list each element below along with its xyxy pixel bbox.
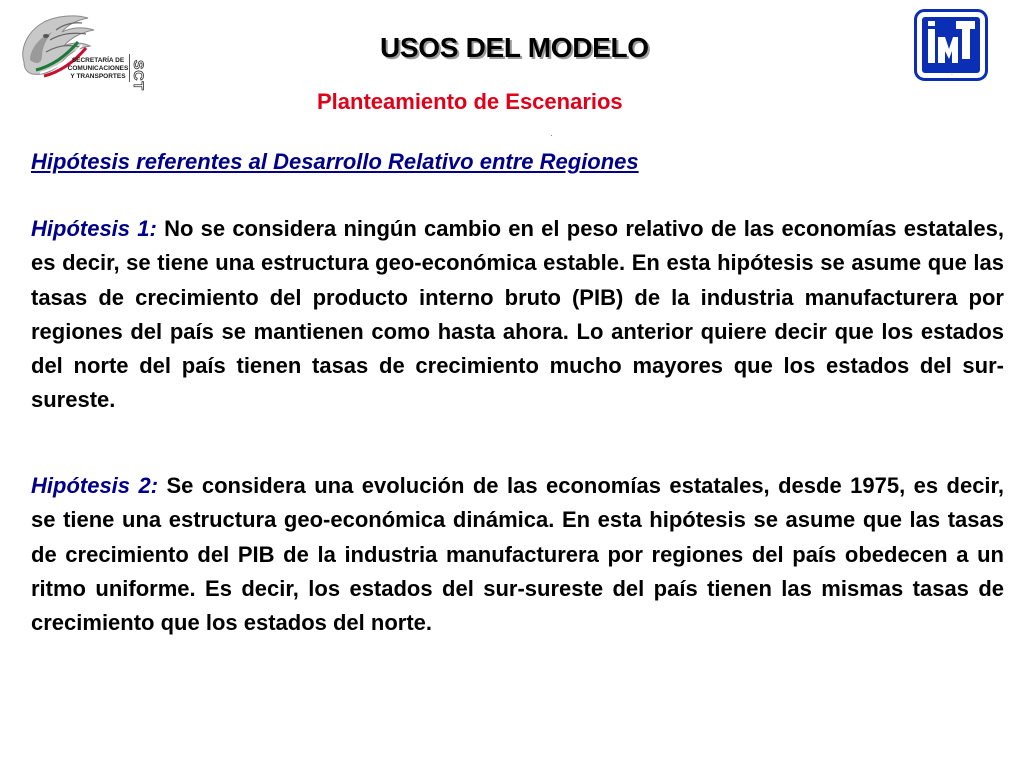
hypothesis-1-text: No se considera ningún cambio en el peso relativo de las economías estatales, es decir, se tiene una estructura geo-económica estable. En esta hipótesis se asume que las tasas de crecimiento del producto interno bruto (PIB) de la industria manufacturera por regiones del país se mantienen como hasta ahora. Lo anterior quiere decir que los estados del norte del país tienen tasas de crecimiento mucho mayores que los estados del sur-sureste.	[31, 216, 1004, 413]
slide-subtitle: Planteamiento de Escenarios	[317, 89, 623, 114]
hypothesis-2-text: Se considera una evolución de las economías estatales, desde 1975, es decir, se tiene una estructura geo-económica dinámica. En esta hipótesis se asume que las tasas de crecimiento del PIB de la industria manufacturera por regiones del país obedecen a un ritmo uniforme. Es decir, los estados del sur-sureste del país tienen las mismas tasas de crecimiento que los estados del norte.	[31, 473, 1005, 636]
hypothesis-2-label: Hipótesis 2:	[31, 473, 159, 498]
stray-dot	[551, 135, 552, 136]
sct-line-1: SECRETARÍA DE	[71, 57, 125, 64]
slide-title: USOS DEL MODELO	[380, 32, 649, 63]
sct-line-2: COMUNICACIONES	[67, 65, 129, 72]
hypothesis-1-paragraph	[31, 212, 1004, 418]
sct-abbreviation: SCT	[131, 60, 147, 91]
sct-line-3: Y TRANSPORTES	[70, 73, 126, 80]
sct-logo-text	[64, 57, 132, 81]
section-heading: Hipótesis referentes al Desarrollo Relativo entre Regiones	[31, 149, 639, 174]
imt-logo	[914, 9, 988, 81]
hypothesis-1-label: Hipótesis 1:	[31, 216, 157, 241]
sct-divider	[129, 54, 130, 82]
hypothesis-2-paragraph	[31, 469, 1004, 640]
imt-logo-text: IMT	[951, 75, 953, 76]
